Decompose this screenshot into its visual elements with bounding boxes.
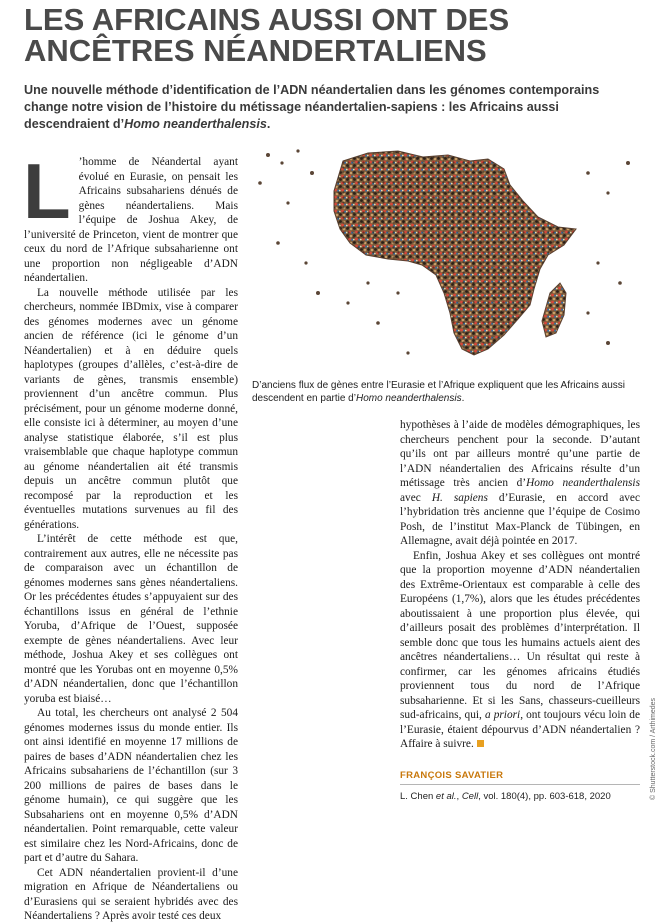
paragraph-5: Cet ADN néandertalien provient-il d’une migration en Afrique de Néandertaliens ou d’Eurasiens qui se seraient hybridés avec des Néandertaliens ? Après avoir testé ces deux	[24, 866, 238, 922]
image-credit-text: © Shutterstock.com / Arthimedes	[650, 697, 657, 800]
paragraph-3: L’intérêt de cette méthode est que, contrairement aux autres, elle ne nécessite pas de comparaison avec un échantillon de génomes modernes sans gènes néandertaliens. Or les précédentes études s’appuyaient sur des échantillons issus en général de l’ethnie Yoruba, d’Afrique de l’Ouest, supposée exempte de gènes néandertaliens. Avec leur méthode, Joshua Akey et ses collègues ont montré que les Yorubas ont en moyenne 0,5% d’ADN néandertalien, donc que l’échantillon yoruba est biaisé…	[24, 533, 238, 705]
lede-species: Homo neanderthalensis	[124, 117, 267, 131]
ref-journal: Cell	[461, 791, 479, 802]
africa-crowd-map	[248, 143, 644, 373]
lede-text: Une nouvelle méthode d’identification de l’ADN néandertalien dans les génomes contemporains change notre vision de l’histoire du métissage néandertalien-sapiens : les Africains aussi descendraient d’	[24, 83, 600, 131]
p6-mid: avec	[400, 491, 432, 504]
headline: LES AFRICAINS AUSSI ONT DES ANCÊTRES NÉANDERTALIENS	[24, 2, 510, 68]
ref-sep: ,	[456, 791, 462, 802]
lede	[24, 82, 646, 133]
reference	[400, 791, 640, 802]
divider	[400, 784, 640, 785]
paragraph-1: ’homme de Néandertal ayant évolué en Eurasie, on pensait les Africains subsahariens dénués de gènes néandertaliens. Mais l’équipe de Joshua Akey, de l’université de Princeton, vient de montrer que ceux du nord de l’Afrique subsaharienne ont une proportion non négligeable d’ADN néandertalien.	[24, 156, 238, 284]
p6-end: d’Eurasie, en accord avec l’hybridation très ancienne que l’équipe de Cosimo Posh, de l’institut Max-Planck de Tübingen, en Allemagne, avait déjà pointée en 2017.	[400, 491, 640, 547]
p7-apriori: a priori	[484, 709, 521, 721]
paragraph-7	[400, 549, 640, 752]
paragraph-4: Au total, les chercheurs ont analysé 2 504 génomes modernes issus du monde entier. Ils ont ainsi identifié en moyenne 17 millions de paires de bases d’ADN néandertalien chez les Africains subsahariens de l’échantillon (sur 3 200 millions de paires de bases dans le génome humain), ce qui suggère que les Subsahariens ont en moyenne 0,5% d’ADN néandertalien. Point remarquable, cette valeur est similaire chez les Nord-Africains, donc de part et d’autre du Sahara.	[24, 707, 238, 864]
dropcap: L	[23, 147, 71, 235]
ref-authors: L. Chen	[400, 791, 436, 802]
author-byline: FRANÇOIS SAVATIER	[400, 770, 504, 781]
caption-end: .	[461, 392, 465, 404]
image-caption	[252, 380, 632, 405]
paragraph-2: La nouvelle méthode utilisée par les chercheurs, nommée IBDmix, vise à comparer des génomes modernes avec un génome ancien de référence (ici le génome d’un Néandertalien) et à en déduire quels haplotypes (groupes d’allèles, c’est-à-dire de variants de gènes, transmis ensemble) proviennent d’un ancêtre commun. Plus précisément, pour un génome moderne donné, elle consiste ici à déterminer, au moyen d’une analyse statistique élaborée, s’il est plus vraisemblable que chaque haplotype commun au génome néandertalien ait été transmis depuis un ancêtre commun plutôt que recomposé par la reproduction et les éventuelles mutations survenues au fil des générations.	[24, 286, 238, 531]
end-of-article-mark	[477, 740, 484, 747]
image-credit	[648, 600, 658, 800]
ref-details: , vol. 180(4), pp. 603-618, 2020	[478, 791, 611, 802]
p7-end: , ont toujours vécu loin de l’Eurasie, étaient dépourvus d’ADN néandertalien ? Affaire à suivre.	[400, 709, 640, 750]
p7-start: Enfin, Joshua Akey et ses collègues ont montré que la proportion moyenne d’ADN néandertalien des Extrême-Orientaux est comparable à celle des Européens (1,7%), alors que les études précédentes aboutissaient à une proportion plus élevée, qui d’ailleurs posait des problèmes d’interprétation. Il semble donc que tous les humains actuels aient des ancêtres néandertaliens… Un résultat qui reste à confirmer, car les génomes africains étudiés proviennent tous du nord de l’Afrique subsaharienne. Et si les Sans, chasseurs-cueilleurs sud-africains, qui,	[400, 549, 640, 721]
caption-text: D’anciens flux de gènes entre l’Eurasie et l’Afrique expliquent que les Africains aussi descendent en partie d’	[252, 380, 625, 404]
p6-species2: H. sapiens	[431, 491, 488, 504]
lede-end: .	[266, 117, 271, 131]
body-column-left	[23, 147, 238, 924]
p6-species1: Homo neanderthalensis	[526, 477, 640, 489]
paragraph-6	[400, 418, 640, 549]
p6-text: hypothèses à l’aide de modèles démographiques, les chercheurs penchent pour la seconde. D’autant qu’ils ont par ailleurs montré qu’une partie de l’ADN néandertalien des Africains résulte d’un métissage très ancien d’	[400, 419, 640, 489]
africa-crowd-illustration	[248, 143, 644, 373]
body-column-right	[400, 418, 640, 752]
ref-etal: et al.	[435, 791, 457, 802]
caption-species: Homo neanderthalensis	[355, 392, 462, 404]
